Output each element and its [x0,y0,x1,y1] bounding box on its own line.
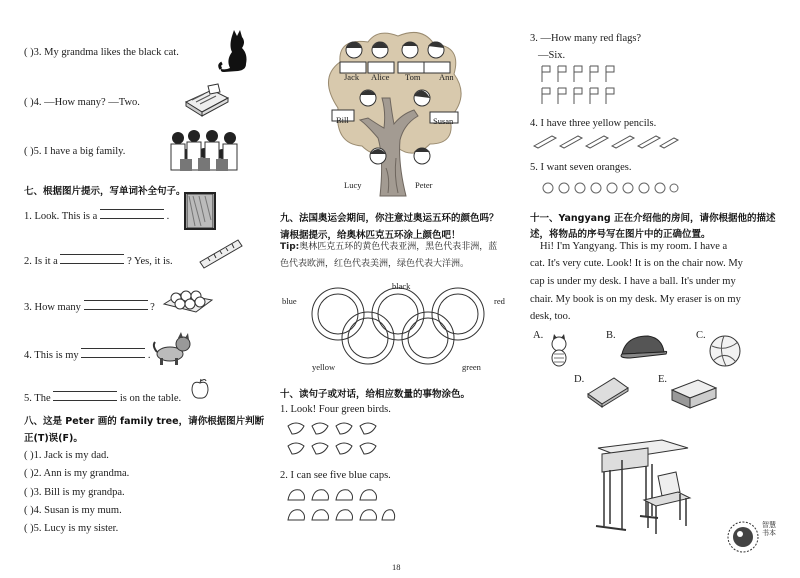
passage-line4: chair. My book is on my desk. My eraser is on my [530,294,741,305]
q4-text: ( )4. —How many? —Two. [24,97,140,108]
flags-picture[interactable] [538,64,638,108]
s7-q2 [24,252,173,269]
passage-line2: cat. It's very cute. Look! It is on the chair now. My [530,258,743,269]
s7-q3-end: ? [150,302,155,313]
s7-q1-text: 1. Look. This is a [24,211,98,222]
birds-picture[interactable] [286,420,396,460]
s10-q2: 2. I can see five blue caps. [280,470,391,481]
page-number: 18 [392,562,401,572]
passage-line1: Hi! I'm Yangyang. This is my room. I have a [540,241,728,252]
q5-text: ( )5. I have a big family. [24,146,126,157]
option-d-label: D. [574,374,585,385]
s10-q3-answer: —Six. [538,50,566,61]
pencils-picture[interactable] [532,132,680,152]
s7-q4-end: . [147,350,151,361]
ring-label-green: green [462,362,481,372]
eggs-tray-picture [162,282,214,318]
publisher-logo [726,520,760,554]
option-e-label: E. [658,374,668,385]
section-10-title: 十、读句子或对话，给相应数量的事物涂色。 [280,389,471,400]
s7-q3-answer-blank[interactable] [84,298,148,310]
s8-q4: ( )4. Susan is my mum. [24,505,122,516]
tree-name-peter: Peter [415,180,433,190]
cat-option-picture [546,334,572,368]
s7-q1-answer-blank[interactable] [100,207,164,219]
option-a-label: A. [533,330,544,341]
option-b-label: B. [606,330,616,341]
option-c-label: C. [696,330,706,341]
section-9-title-line1: 九、法国奥运会期间，你注意过奥运五环的颜色吗？ [280,213,499,224]
oranges-picture[interactable] [540,178,680,196]
s7-q1 [24,207,169,224]
s10-q3: 3. —How many red flags? [530,33,642,44]
s7-q2-text: 2. Is it a [24,256,58,267]
door-picture [183,192,219,230]
tree-name-tom: Tom [405,72,421,82]
tree-name-alice: Alice [371,72,390,82]
s8-q5: ( )5. Lucy is my sister. [24,523,119,534]
s10-q4: 4. I have three yellow pencils. [530,118,657,129]
section-7-title: 七、根据图片提示，写单词补全句子。 [24,186,186,197]
s10-q5: 5. I want seven oranges. [530,162,632,173]
black-cat-picture [218,30,252,74]
ring-label-yellow: yellow [312,362,336,372]
section-11-title-line2: 述，将物品的序号写在图片中的正确位置。 [530,229,711,240]
s8-q3: ( )3. Bill is my grandpa. [24,487,125,498]
tip-line2: 色代表欧洲，红色代表美洲，绿色代表大洋洲。 [280,259,470,269]
book-option-picture [586,374,630,408]
s7-q3-text: 3. How many [24,302,81,313]
tree-name-susan: Susan [433,116,454,126]
s7-q5-text: 5. The [24,393,51,404]
s7-q2-end: ? Yes, it is. [127,256,173,267]
tree-name-jack: Jack [344,72,360,82]
ball-option-picture [708,334,742,368]
s7-q4-text: 4. This is my [24,350,79,361]
ring-label-red: red [494,296,505,306]
tree-name-bill: Bill [336,115,349,125]
s7-q1-end: . [166,211,170,222]
tip-text1: 奥林匹克五环的黄色代表亚洲，黑色代表非洲，蓝 [299,242,498,252]
tip-label: Tip: [280,242,300,252]
eraser-option-picture [670,376,718,410]
section-8-title-line2: 正(T)误(F)。 [24,433,83,444]
s8-q1: ( )1. Jack is my dad. [24,450,109,461]
family-tree-picture [318,28,468,198]
q3-text: ( )3. My grandma likes the black cat. [24,47,179,58]
tree-name-lucy: Lucy [344,180,362,190]
olympic-rings-picture[interactable] [294,284,510,370]
passage-line5: desk, too. [530,311,571,322]
dog-picture [147,332,194,366]
section-8-title-line1: 八、这是 Peter 画的 family tree，请你根据图片判断 [24,416,265,427]
ring-label-blue: blue [282,296,297,306]
s8-q2: ( )2. Ann is my grandma. [24,468,130,479]
s7-q4-answer-blank[interactable] [81,346,145,358]
publisher-logo-text: 智慧书本 [762,521,776,537]
apple-picture [190,378,210,400]
s10-q1: 1. Look! Four green birds. [280,404,391,415]
ring-label-black: black [392,281,411,291]
paper-stack-picture [182,82,230,118]
tree-name-ann: Ann [439,72,454,82]
cap-option-picture [616,332,672,360]
caps-picture[interactable] [286,486,396,528]
s7-q2-answer-blank[interactable] [60,252,124,264]
passage-line3: cap is under my desk. I have a ball. It's under my [530,276,736,287]
s7-q5 [24,389,181,406]
s7-q5-end: is on the table. [119,393,182,404]
section-9-title-line2: 请根据提示，给奥林匹克五环涂上颜色吧！ [280,230,461,241]
ruler-picture [198,236,244,272]
tip-line1 [280,241,497,255]
s7-q4 [24,346,151,363]
big-family-picture [168,126,246,172]
s7-q3 [24,298,155,315]
desk-and-chair-picture[interactable] [592,436,702,536]
s7-q5-answer-blank[interactable] [53,389,117,401]
section-11-title-line1: 十一、Yangyang 正在介绍他的房间，请你根据他的描述 [530,213,776,224]
